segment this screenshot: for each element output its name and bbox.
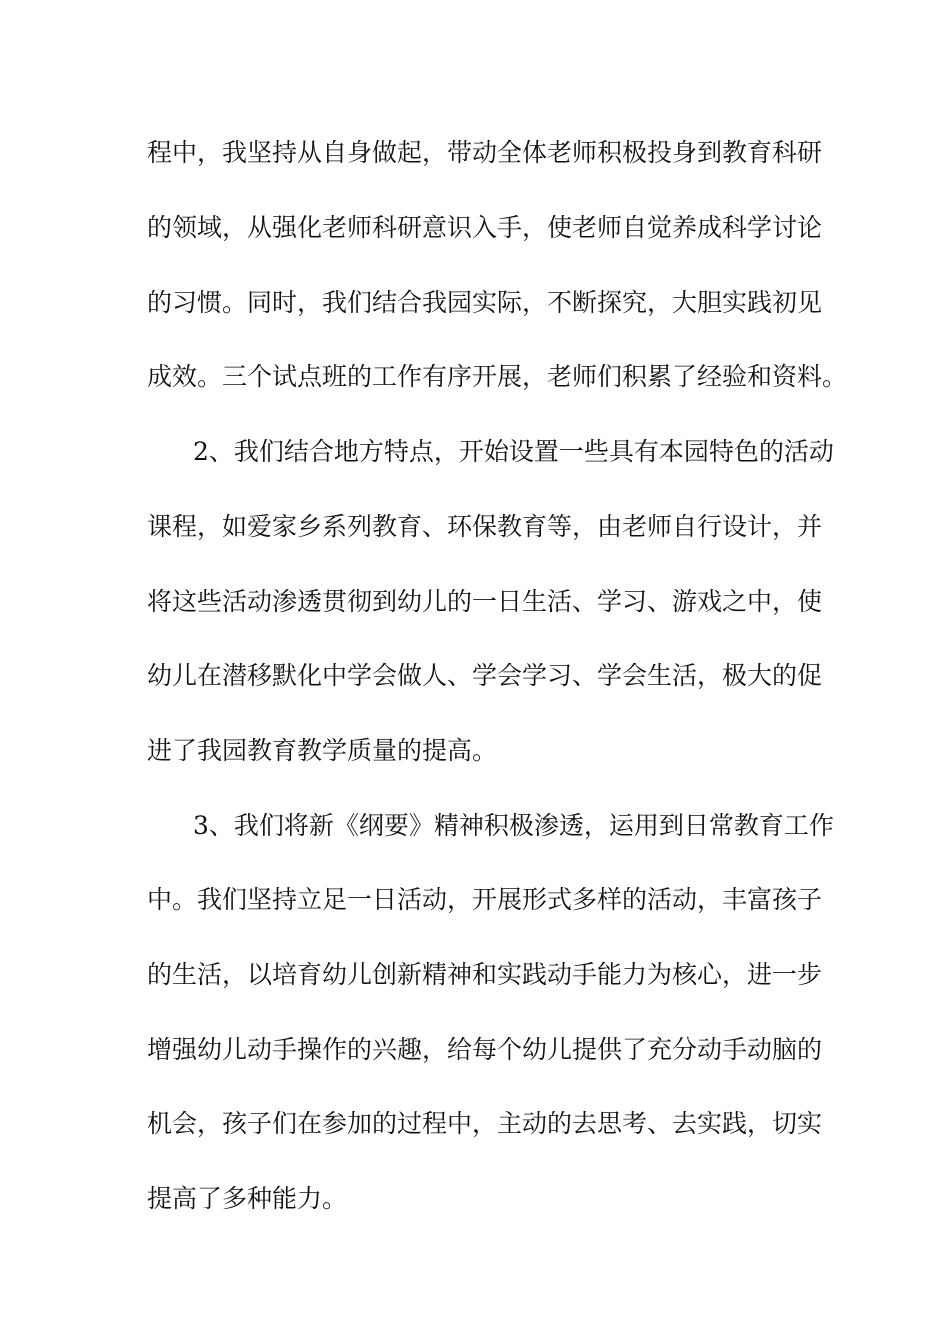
paragraph-1-line-2: 的领域，从强化老师科研意识入手，使老师自觉养成科学讨论 (147, 213, 823, 242)
paragraph-3-line-3: 的生活，以培育幼儿创新精神和实践动手能力为核心，进一步 (147, 960, 823, 989)
paragraph-1-line-4: 成效。三个试点班的工作有序开展，老师们积累了经验和资料。 (147, 362, 848, 391)
paragraph-2-line-4: 幼儿在潜移默化中学会做人、学会学习、学会生活，极大的促 (147, 661, 823, 690)
paragraph-3-line-6: 提高了多种能力。 (147, 1184, 348, 1213)
paragraph-2-line-1: 2、我们结合地方特点，开始设置一些具有本园特色的活动 (193, 437, 834, 466)
paragraph-2-line-5: 进了我园教育教学质量的提高。 (147, 736, 498, 765)
paragraph-1-line-1: 程中，我坚持从自身做起，带动全体老师积极投身到教育科研 (147, 138, 823, 167)
paragraph-2-line-3: 将这些活动渗透贯彻到幼儿的一日生活、学习、游戏之中，使 (147, 587, 823, 616)
paragraph-3-line-5: 机会，孩子们在参加的过程中，主动的去思考、去实践，切实 (147, 1109, 823, 1138)
paragraph-3-line-4: 增强幼儿动手操作的兴趣，给每个幼儿提供了充分动手动脑的 (147, 1035, 823, 1064)
paragraph-2-line-2: 课程，如爱家乡系列教育、环保教育等，由老师自行设计，并 (147, 512, 823, 541)
paragraph-1-line-3: 的习惯。同时，我们结合我园实际，不断探究，大胆实践初见 (147, 288, 823, 317)
paragraph-3-line-1: 3、我们将新《纲要》精神积极渗透，运用到日常教育工作 (193, 811, 834, 840)
paragraph-3-line-2: 中。我们坚持立足一日活动，开展形式多样的活动，丰富孩子 (147, 885, 823, 914)
